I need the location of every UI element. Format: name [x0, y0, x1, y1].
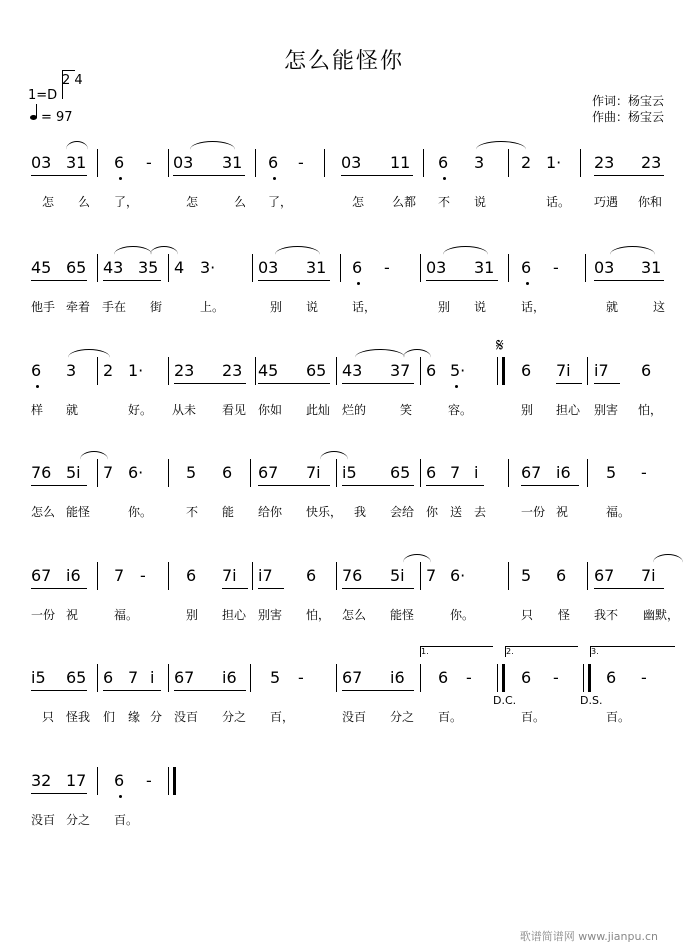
- note: 5: [606, 463, 617, 482]
- note: -: [553, 258, 559, 277]
- note: 3·: [200, 258, 216, 277]
- note: 6: [31, 361, 42, 380]
- note: 7: [103, 463, 114, 482]
- lyric: 怎: [186, 195, 199, 209]
- lyric: 容。: [448, 403, 473, 417]
- note: 35: [138, 258, 159, 277]
- lyric: 别: [438, 300, 451, 314]
- note: 43: [103, 258, 124, 277]
- lyric: 分之: [66, 813, 91, 827]
- lyric: 你。: [128, 505, 153, 519]
- lyric: 百。: [521, 710, 546, 724]
- page-title: 怎么能怪你: [283, 49, 404, 74]
- da-capo-mark: D.C.: [493, 694, 517, 707]
- note: 7i: [306, 463, 321, 482]
- lyric: 不: [438, 195, 451, 209]
- note: 67: [31, 566, 52, 585]
- lyric: 送: [450, 505, 463, 519]
- note: 31: [66, 153, 87, 172]
- lyric: 别: [521, 403, 534, 417]
- note: 43: [342, 361, 363, 380]
- note: 67: [594, 566, 615, 585]
- note: 31: [222, 153, 243, 172]
- lyric: 没百: [31, 813, 56, 827]
- note: 6: [352, 258, 363, 277]
- note: 6: [438, 668, 449, 687]
- note: 6: [521, 258, 532, 277]
- note: 31: [306, 258, 327, 277]
- note: 23: [594, 153, 615, 172]
- note: 23: [174, 361, 195, 380]
- lyric: 怕，: [306, 608, 331, 622]
- note: 5: [521, 566, 532, 585]
- note: 23: [641, 153, 662, 172]
- note: 5i: [66, 463, 81, 482]
- lyric: 没百: [342, 710, 367, 724]
- note: 32: [31, 771, 52, 790]
- lyric: 我: [354, 505, 367, 519]
- lyric: 上。: [200, 300, 225, 314]
- note: 65: [306, 361, 327, 380]
- note: -: [553, 668, 559, 687]
- lyric: 好。: [128, 403, 153, 417]
- lyric: 缘: [128, 710, 141, 724]
- volta-2: 2.: [505, 646, 578, 657]
- lyric: 分: [150, 710, 163, 724]
- lyric: 牵着: [66, 300, 91, 314]
- lyric: 手在: [102, 300, 127, 314]
- lyric: 了，: [114, 195, 139, 209]
- lyric: 祝: [66, 608, 79, 622]
- lyric: 样: [31, 403, 44, 417]
- note: 67: [521, 463, 542, 482]
- score-line-4: [0, 463, 688, 583]
- note: i6: [66, 566, 81, 585]
- note: 11: [390, 153, 411, 172]
- note: 03: [173, 153, 194, 172]
- lyric: 怎么: [31, 505, 56, 519]
- note: -: [641, 668, 647, 687]
- note: 65: [390, 463, 411, 482]
- lyric: 只: [521, 608, 534, 622]
- composer-credit: 作曲：杨宝云: [592, 110, 665, 124]
- note: 76: [31, 463, 52, 482]
- note: i6: [222, 668, 237, 687]
- note: 03: [594, 258, 615, 277]
- lyric: 就: [606, 300, 619, 314]
- dal-segno-mark: D.S.: [580, 694, 603, 707]
- lyric: 怎: [42, 195, 55, 209]
- lyric: 么: [78, 195, 91, 209]
- note: i7: [258, 566, 273, 585]
- lyric: 他手: [31, 300, 56, 314]
- lyric: 巧遇: [594, 195, 619, 209]
- lyric: 这: [653, 300, 666, 314]
- note: 7i: [222, 566, 237, 585]
- lyric: 笑: [400, 403, 413, 417]
- lyric: 别: [186, 608, 199, 622]
- note: 5i: [390, 566, 405, 585]
- lyric: 福。: [114, 608, 139, 622]
- lyric: 说: [306, 300, 319, 314]
- key-signature: 1=D: [28, 88, 58, 103]
- lyric: 幽默，: [643, 608, 680, 622]
- note: 7i: [641, 566, 656, 585]
- lyric: 你。: [450, 608, 475, 622]
- note: 3: [66, 361, 77, 380]
- lyric: 别害: [594, 403, 619, 417]
- lyric: 分之: [222, 710, 247, 724]
- lyric: 担心: [556, 403, 581, 417]
- lyric: 担心: [222, 608, 247, 622]
- note: 37: [390, 361, 411, 380]
- lyric: 别害: [258, 608, 283, 622]
- note: 6: [103, 668, 114, 687]
- lyric: 你如: [258, 403, 283, 417]
- lyric: 烂的: [342, 403, 367, 417]
- tempo-value: = 97: [41, 110, 73, 125]
- note: 65: [66, 668, 87, 687]
- lyric: 怪我: [66, 710, 91, 724]
- lyric: 能: [222, 505, 235, 519]
- lyric: 么: [234, 195, 247, 209]
- lyric: 看见: [222, 403, 247, 417]
- time-bottom: 4: [74, 73, 83, 88]
- note: 6: [641, 361, 652, 380]
- note: i: [474, 463, 479, 482]
- lyric: 不: [186, 505, 199, 519]
- lyric: 分之: [390, 710, 415, 724]
- lyric: 祝: [556, 505, 569, 519]
- lyric: 百。: [606, 710, 631, 724]
- note: 6: [426, 361, 437, 380]
- lyric: 说: [474, 300, 487, 314]
- note: 7i: [556, 361, 571, 380]
- note: 03: [341, 153, 362, 172]
- note: 4: [174, 258, 185, 277]
- quarter-note-icon: [30, 115, 37, 120]
- lyric: 只: [42, 710, 55, 724]
- lyric: 怕，: [638, 403, 663, 417]
- lyric: 就: [66, 403, 79, 417]
- note: 6: [606, 668, 617, 687]
- note: 3: [474, 153, 485, 172]
- lyricist-credit: 作词：杨宝云: [592, 94, 665, 108]
- note: 7: [426, 566, 437, 585]
- note: 1·: [546, 153, 562, 172]
- lyric: 你和: [638, 195, 663, 209]
- note: 76: [342, 566, 363, 585]
- note: -: [384, 258, 390, 277]
- lyric: 话。: [546, 195, 571, 209]
- lyric: 别: [270, 300, 283, 314]
- note: 5·: [450, 361, 466, 380]
- note: -: [146, 771, 152, 790]
- note: 6: [438, 153, 449, 172]
- note: 6: [268, 153, 279, 172]
- note: -: [641, 463, 647, 482]
- note: 6·: [450, 566, 466, 585]
- note: 65: [66, 258, 87, 277]
- note: 17: [66, 771, 87, 790]
- note: -: [140, 566, 146, 585]
- note: 6: [114, 771, 125, 790]
- lyric: 百。: [114, 813, 139, 827]
- lyric: 怪: [558, 608, 571, 622]
- note: 6: [222, 463, 233, 482]
- lyric: 了，: [268, 195, 293, 209]
- note: i6: [390, 668, 405, 687]
- note: -: [298, 153, 304, 172]
- note: 45: [258, 361, 279, 380]
- note: i5: [342, 463, 357, 482]
- lyric: 福。: [606, 505, 631, 519]
- lyric: 怎么: [342, 608, 367, 622]
- lyric: 们: [103, 710, 116, 724]
- lyric: 话，: [352, 300, 377, 314]
- note: 5: [270, 668, 281, 687]
- volta-1: 1.: [420, 646, 493, 657]
- note: 6: [521, 668, 532, 687]
- note: i6: [556, 463, 571, 482]
- tempo-marking: [30, 110, 73, 125]
- note: 03: [258, 258, 279, 277]
- note: i7: [594, 361, 609, 380]
- time-signature: [62, 74, 83, 88]
- time-top: 2: [62, 73, 71, 88]
- score-line-6: [0, 647, 688, 788]
- watermark: 歌谱简谱网 www.jianpu.cn: [519, 930, 658, 943]
- note: i: [150, 668, 155, 687]
- note: 6: [114, 153, 125, 172]
- lyric: 能怪: [390, 608, 415, 622]
- note: 31: [641, 258, 662, 277]
- note: 67: [174, 668, 195, 687]
- lyric: 我不: [594, 608, 619, 622]
- note: i5: [31, 668, 46, 687]
- note: 6: [521, 361, 532, 380]
- lyric: 你: [426, 505, 439, 519]
- lyric: 百，: [270, 710, 295, 724]
- note: 7: [128, 668, 139, 687]
- note: 5: [186, 463, 197, 482]
- note: 6·: [128, 463, 144, 482]
- note: 6: [186, 566, 197, 585]
- volta-3: 3.: [590, 646, 675, 657]
- lyric: 一份: [31, 608, 56, 622]
- note: -: [466, 668, 472, 687]
- note: 31: [474, 258, 495, 277]
- note: 6: [556, 566, 567, 585]
- lyric: 快乐，: [306, 505, 343, 519]
- lyric: 去: [474, 505, 487, 519]
- note: 03: [31, 153, 52, 172]
- note: 6: [426, 463, 437, 482]
- lyric: 此灿: [306, 403, 331, 417]
- lyric: 百。: [438, 710, 463, 724]
- note: 45: [31, 258, 52, 277]
- note: 7: [114, 566, 125, 585]
- note: 1·: [128, 361, 144, 380]
- note: 7: [450, 463, 461, 482]
- note: 23: [222, 361, 243, 380]
- lyric: 从未: [172, 403, 197, 417]
- lyric: 会给: [390, 505, 415, 519]
- lyric: 没百: [174, 710, 199, 724]
- note: 67: [258, 463, 279, 482]
- note: 6: [306, 566, 317, 585]
- lyric: 能怪: [66, 505, 91, 519]
- note: -: [146, 153, 152, 172]
- lyric: 说: [474, 195, 487, 209]
- note: -: [298, 668, 304, 687]
- lyric: 怎: [352, 195, 365, 209]
- lyric: 一份: [521, 505, 546, 519]
- lyric: 给你: [258, 505, 283, 519]
- note: 2: [103, 361, 114, 380]
- segno-icon: 𝄋: [496, 335, 504, 356]
- lyric: 话，: [521, 300, 546, 314]
- score-line-7: [0, 771, 688, 891]
- note: 2: [521, 153, 532, 172]
- note: 03: [426, 258, 447, 277]
- note: 67: [342, 668, 363, 687]
- lyric: 街: [150, 300, 163, 314]
- lyric: 么都: [392, 195, 417, 209]
